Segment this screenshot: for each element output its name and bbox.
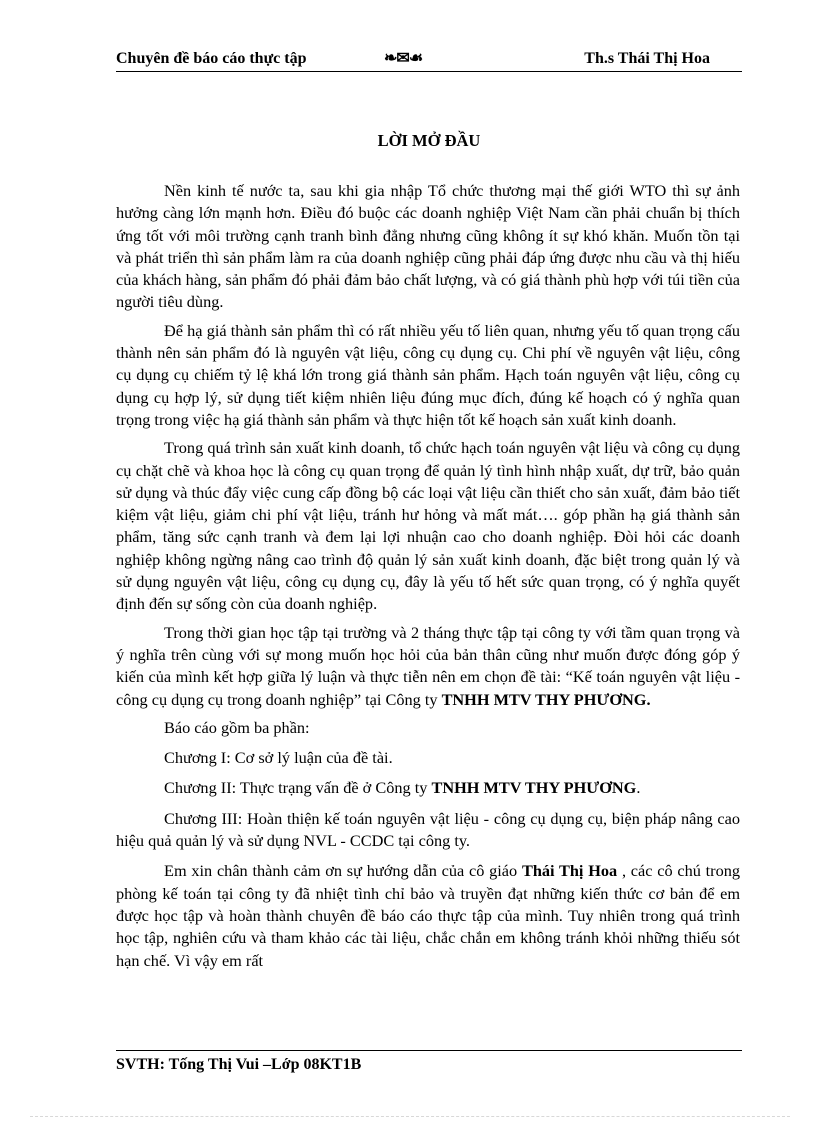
- paragraph-thanks-text-2: , các cô chú trong phòng kế toán tại công ty đã nhiệt tình chỉ bảo và truyền đạt những kiến thức cơ bản để em được học tập và hoàn thành chuyên đề báo cáo thực tập của mình. Tuy nhiên trong quá trình học tập, nghiên cứu và tham khảo các tài liệu, chắc chắn em không tránh khỏi những thiếu sót hạn chế. Vì vậy em rất: [116, 861, 741, 970]
- paragraph-thanks: [116, 860, 740, 971]
- paragraph-intro: Nền kinh tế nước ta, sau khi gia nhập Tổ chức thương mại thế giới WTO thì sự ảnh hưởng càng lớn mạnh hơn. Điều đó buộc các doanh nghiệp Việt Nam cần phải chuẩn bị thích ứng tốt với môi trường cạnh tranh bình đẳng nhưng cũng không ít sự khó khăn. Muốn tồn tại và phát triển thì sản phẩm làm ra của doanh nghiệp cũng phải đáp ứng được nhu cầu và thị hiếu của khách hàng, sản phẩm đó phải đảm bảo chất lượng, và có giá thành phù hợp với túi tiền của người tiêu dùng.: [116, 181, 740, 312]
- chapter-1: Chương I: Cơ sở lý luận của đề tài.: [164, 748, 393, 768]
- paragraph-production: Trong quá trình sản xuất kinh doanh, tổ chức hạch toán nguyên vật liệu và công cụ dụng cụ chặt chẽ và khoa học là công cụ quan trọng để quản lý tình hình nhập xuất, dự trữ, bảo quản sử dụng và thúc đẩy việc cung cấp đồng bộ các loại vật liệu cần thiết cho sản xuất, đảm bảo tiết kiệm vật liệu, giảm chi phí vật liệu, tránh hư hỏng và mất mát…. góp phần hạ giá thành sản phẩm, tăng sức cạnh tranh và đem lại lợi nhuận cao cho doanh nghiệp. Đòi hỏi các doanh nghiệp không ngừng nâng cao trình độ quản lý sản xuất kinh doanh, đặc biệt trong quản lý và sử dụng nguyên vật liệu, công cụ dụng cụ, đây là yếu tố hết sức quan trọng, có ý nghĩa quyết định đến sự sống còn của doanh nghiệp.: [116, 438, 740, 614]
- chapter-2: [116, 777, 740, 799]
- company-name: TNHH MTV THY PHƯƠNG.: [441, 689, 651, 709]
- advisor-name: Thái Thị Hoa: [521, 861, 618, 881]
- chapter-2-text: Chương II: Thực trạng vấn đề ở Công ty: [164, 778, 432, 798]
- page-footer: SVTH: Tống Thị Vui –Lớp 08KT1B: [116, 1056, 362, 1073]
- page-title: LỜI MỞ ĐẦU: [377, 131, 481, 150]
- paragraph-cost: Để hạ giá thành sản phẩm thì có rất nhiều yếu tố liên quan, nhưng yếu tố quan trọng cấu thành nên sản phẩm đó là nguyên vật liệu, công cụ dụng cụ. Chi phí về nguyên vật liệu, công cụ dụng cụ chiếm tỷ lệ khá lớn trong giá thành sản phẩm. Hạch toán nguyên vật liệu, công cụ dụng cụ hợp lý, sử dụng tiết kiệm nhiên liệu đúng mục đích, đúng kế hoạch có ý nghĩa quan trọng trong việc hạ giá thành sản phẩm và thực hiện tốt kế hoạch sản xuất kinh doanh.: [116, 320, 740, 429]
- chapter-2-company: TNHH MTV THY PHƯƠNG: [431, 778, 637, 798]
- page-bottom-edge: [30, 1116, 790, 1117]
- footer-divider: [116, 1050, 742, 1051]
- paragraph-topic-text: Trong thời gian học tập tại trường và 2 tháng thực tập tại công ty với tầm quan trọng và ý nghĩa trên cùng với sự mong muốn học hỏi của bản thân cũng như muốn được đóng góp ý kiến của mình kết hợp giữa lý luận và thực tiễn nên em chọn đề tài: “Kế toán nguyên vật liệu - công cụ dụng cụ trong doanh nghiệp” tại Công ty: [116, 622, 740, 709]
- chapter-2-end: .: [636, 778, 641, 798]
- paragraph-topic: [116, 622, 740, 711]
- header-ornament-icon: ❧✉☙: [384, 50, 423, 67]
- document-body: [116, 180, 740, 978]
- chapter-3: Chương III: Hoàn thiện kế toán nguyên vật liệu - công cụ dụng cụ, biện pháp nâng cao hiệu quả quản lý và sử dụng NVL - CCDC tại công ty.: [116, 808, 740, 851]
- header-report-title: Chuyên đề báo cáo thực tập: [116, 50, 307, 67]
- header-instructor: Th.s Thái Thị Hoa: [584, 50, 710, 67]
- paragraph-structure: Báo cáo gồm ba phần:: [164, 717, 310, 737]
- header-divider: [116, 71, 742, 72]
- paragraph-thanks-text-1: Em xin chân thành cảm ơn sự hướng dẫn của cô giáo: [164, 861, 522, 881]
- page-header: [116, 48, 742, 70]
